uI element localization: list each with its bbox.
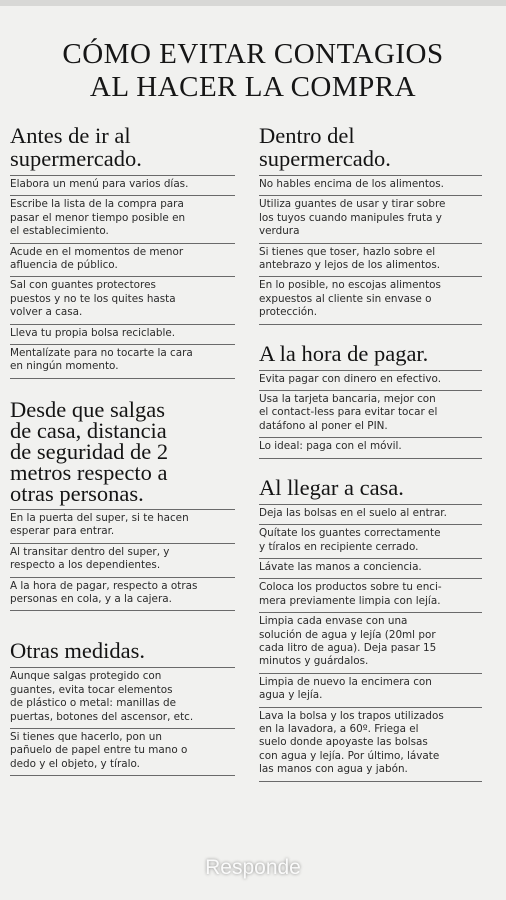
tip-item: [259, 370, 482, 390]
heading-line: de casa, distancia: [10, 417, 167, 443]
tip-line: dedo y el objeto, y tíralo.: [10, 757, 140, 770]
tip-line: antebrazo y lejos de los alimentos.: [259, 259, 441, 272]
tip-item: [10, 577, 235, 611]
title-line-1: CÓMO EVITAR CONTAGIOS: [62, 38, 444, 70]
section-heading: [259, 342, 482, 365]
tip-line: Escribe la lista de la compra para: [10, 198, 184, 211]
tip-line: A la hora de pagar, respecto a otras: [10, 579, 198, 592]
tip-item: [259, 195, 482, 242]
tip-line: Limpia de nuevo la encimera con: [259, 675, 432, 688]
top-edge: [0, 0, 506, 6]
section-dentro: [259, 124, 482, 325]
tip-line: Lleva tu propia bolsa reciclable.: [10, 326, 176, 339]
heading-line: Antes de ir al: [10, 123, 131, 148]
heading-line: metros respecto a: [10, 459, 168, 485]
tip-line: Deja las bolsas en el suelo al entrar.: [259, 506, 447, 519]
tip-line: No hables encima de los alimentos.: [259, 178, 444, 190]
tip-line: en ningún momento.: [10, 360, 119, 373]
right-column: [259, 124, 482, 782]
tip-line: En lo posible, no escojas alimentos: [259, 279, 441, 292]
heading-line: Dentro del: [259, 123, 355, 148]
tip-line: solución de agua y lejía (20ml por: [259, 628, 436, 641]
heading-line: A la hora de pagar.: [259, 340, 429, 366]
heading-line: Otras medidas.: [10, 638, 145, 664]
tip-item: [10, 175, 235, 195]
heading-line: Desde que salgas: [10, 396, 165, 422]
tip-line: minutos y guárdalos.: [259, 655, 369, 668]
tip-line: puertas, botones del ascensor, etc.: [10, 710, 194, 723]
left-column: [10, 124, 235, 776]
tip-item: [10, 667, 235, 728]
heading-line: otras personas.: [10, 480, 144, 506]
tip-line: con agua y lejía. Por último, lávate: [259, 749, 440, 762]
tip-line: mera previamente limpia con lejía.: [259, 594, 441, 607]
tip-line: datáfono al poner el PIN.: [259, 419, 388, 432]
tip-item: [259, 612, 482, 673]
tip-line: Evita pagar con dinero en efectivo.: [259, 372, 441, 385]
section-heading: [10, 396, 235, 506]
tip-line: en la lavadora, a 60º. Friega el: [259, 722, 419, 735]
heading-line: de seguridad de 2: [10, 438, 169, 464]
tip-line: Si tienes que toser, hazlo sobre el: [259, 245, 436, 258]
tip-line: Mentalízate para no tocarte la cara: [10, 347, 193, 360]
tip-item: [259, 673, 482, 707]
tip-line: Lávate las manos a conciencia.: [259, 560, 422, 573]
tip-line: Utiliza guantes de usar y tirar sobre: [259, 198, 446, 211]
tip-line: guantes, evita tocar elementos: [10, 683, 173, 696]
tip-item: [10, 344, 235, 378]
title-line-2: AL HACER LA COMPRA: [89, 71, 417, 103]
tip-line: pañuelo de papel entre tu mano o: [10, 744, 188, 757]
tip-line: agua y lejía.: [259, 689, 323, 702]
tip-item: [259, 707, 482, 781]
tip-line: Quítate los guantes correctamente: [259, 527, 441, 540]
tip-line: Aunque salgas protegido con: [10, 670, 162, 683]
tip-item: [10, 543, 235, 577]
tip-line: protección.: [259, 306, 318, 319]
tip-line: Acude en el momentos de menor: [10, 245, 184, 258]
tip-line: verdura: [259, 225, 300, 238]
heading-line: supermercado.: [259, 146, 391, 171]
tip-line: Si tienes que hacerlo, pon un: [10, 730, 162, 743]
tip-line: el contact-less para evitar tocar el: [259, 406, 438, 419]
tip-item: [10, 728, 235, 775]
tip-item: [259, 390, 482, 437]
tip-item: [259, 276, 482, 323]
tip-item: [259, 243, 482, 277]
section-heading: [10, 124, 235, 170]
tips-list: [259, 370, 482, 459]
section-pagar: [259, 342, 482, 459]
tip-line: los tuyos cuando manipules fruta y: [259, 211, 442, 224]
section-heading: [259, 124, 482, 170]
section-heading: [259, 476, 482, 499]
tip-item: [259, 437, 482, 457]
tip-line: y tíralos en recipiente cerrado.: [259, 540, 419, 553]
tip-item: [10, 276, 235, 323]
heading-line: Al llegar a casa.: [259, 474, 404, 500]
tips-list: [259, 504, 482, 782]
tip-line: volver a casa.: [10, 306, 83, 319]
page-title: [0, 38, 506, 104]
tip-item: [259, 175, 482, 195]
tip-item: [259, 558, 482, 578]
tips-list: [10, 509, 235, 611]
tip-line: personas en cola, y a la cajera.: [10, 592, 172, 605]
tip-item: [259, 504, 482, 524]
tip-item: [259, 524, 482, 558]
tip-item: [10, 509, 235, 543]
section-antes: [10, 124, 235, 379]
tip-line: Coloca los productos sobre tu enci-: [259, 581, 442, 594]
section-distancia: [10, 396, 235, 611]
tip-item: [10, 324, 235, 344]
tip-line: expuestos al cliente sin envase o: [259, 292, 432, 305]
tip-line: Sal con guantes protectores: [10, 279, 156, 292]
tip-line: cada litro de agua). Deja pasar 15: [259, 641, 437, 654]
reply-prompt[interactable]: Responde: [205, 856, 301, 879]
tip-line: puestos y no te los quites hasta: [10, 292, 176, 305]
section-heading: [10, 639, 235, 662]
heading-line: supermercado.: [10, 146, 142, 171]
tip-line: Limpia cada envase con una: [259, 615, 408, 628]
tips-list: [10, 667, 235, 776]
section-llegar-casa: [259, 476, 482, 782]
tip-line: Elabora un menú para varios días.: [10, 178, 189, 190]
tip-item: [259, 578, 482, 612]
tip-line: suelo donde apoyaste las bolsas: [259, 736, 428, 749]
tip-line: Lo ideal: paga con el móvil.: [259, 440, 402, 453]
tip-line: esperar para entrar.: [10, 525, 115, 538]
tips-list: [259, 175, 482, 325]
tip-line: el establecimiento.: [10, 225, 109, 238]
tip-line: pasar el menor tiempo posible en: [10, 211, 186, 224]
tip-line: Al transitar dentro del super, y: [10, 545, 170, 558]
tip-line: En la puerta del super, si te hacen: [10, 511, 189, 524]
tip-line: afluencia de público.: [10, 259, 118, 272]
section-otras-medidas: [10, 639, 235, 776]
tips-list: [10, 175, 235, 379]
tip-item: [10, 195, 235, 242]
tip-item: [10, 243, 235, 277]
tip-line: Lava la bolsa y los trapos utilizados: [259, 709, 444, 722]
tip-line: Usa la tarjeta bancaria, mejor con: [259, 393, 436, 406]
tip-line: de plástico o metal: manillas de: [10, 697, 177, 710]
tip-line: las manos con agua y jabón.: [259, 763, 408, 776]
tip-line: respecto a los dependientes.: [10, 559, 161, 572]
